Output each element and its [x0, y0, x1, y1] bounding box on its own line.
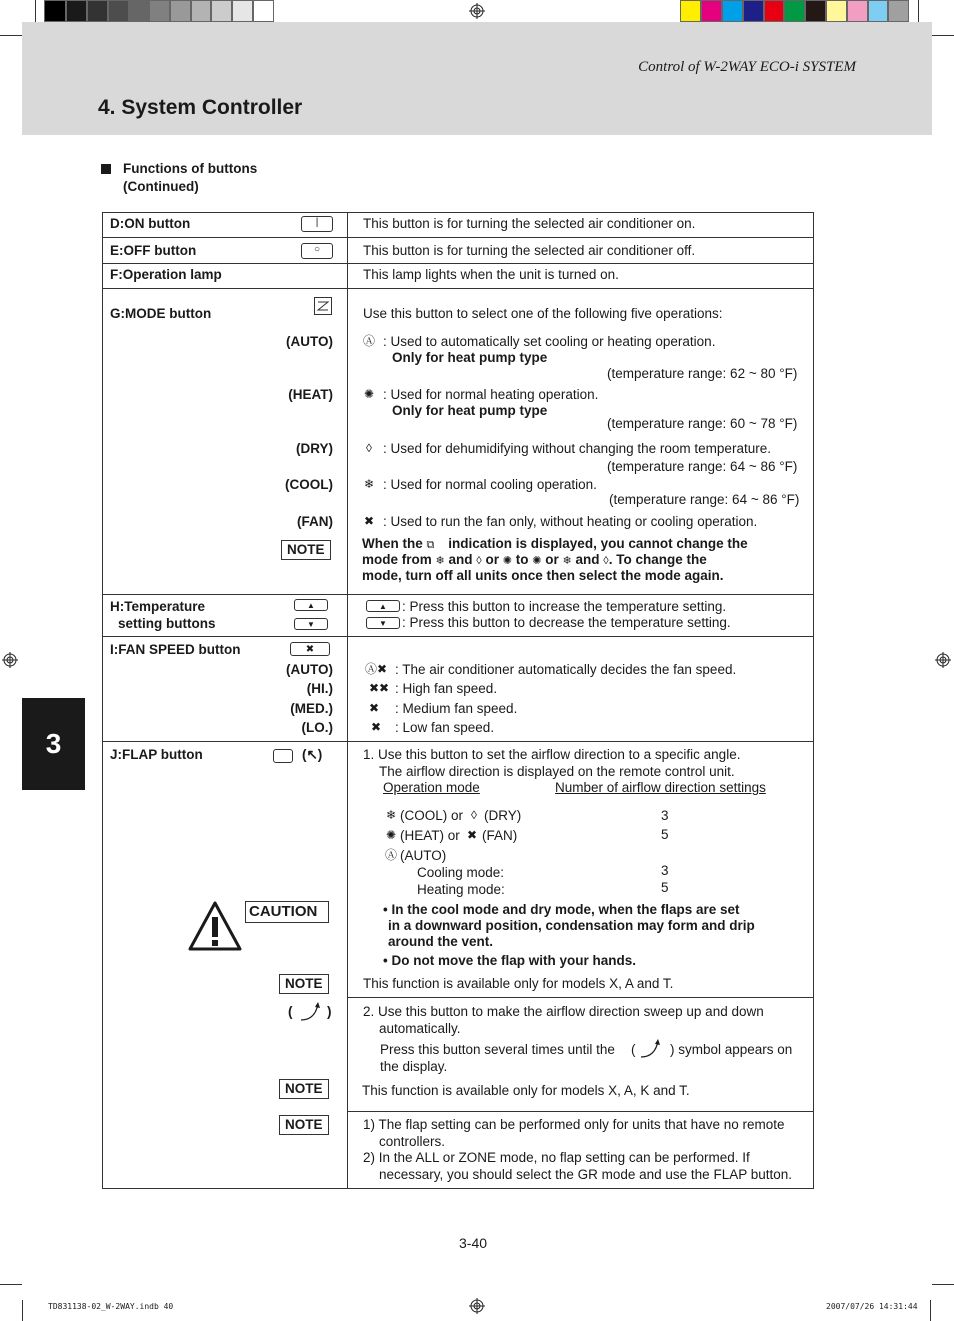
temp-down-icon: ▼	[294, 618, 328, 630]
flap-restriction-1b: controllers.	[379, 1134, 446, 1149]
caution-line-1: • In the cool mode and dry mode, when the flaps are set	[383, 902, 740, 917]
caution-line-3: around the vent.	[388, 934, 494, 949]
mode-button-label: G:MODE button	[110, 306, 212, 321]
flap-note-1-text: This function is available only for models X, A and T.	[363, 976, 674, 991]
flap-p1-line-2: The airflow direction is displayed on the remote control unit.	[379, 764, 735, 779]
on-button-description: This button is for turning the selected air conditioner on.	[363, 216, 696, 231]
temperature-label-1: H:Temperature	[110, 599, 206, 614]
mode-fan-description: : Used to run the fan only, without heating or cooling operation.	[383, 514, 758, 529]
warning-triangle-icon	[187, 900, 243, 952]
flap-swing-icon-close: )	[327, 1004, 332, 1019]
fan-med-label: (MED.)	[290, 701, 333, 716]
mode-intro-text: Use this button to select one of the following five operations:	[363, 306, 723, 321]
fan-hi-description: : High fan speed.	[395, 681, 498, 696]
fan-auto-label: (AUTO)	[286, 662, 333, 677]
flap-note-badge-1: NOTE	[279, 974, 329, 994]
airflow-row-cooling: Cooling mode:	[417, 865, 505, 880]
fan-low-icon: ✖	[371, 720, 382, 734]
off-button-icon: ○	[301, 243, 333, 259]
on-button-label: D:ON button	[110, 216, 191, 231]
swing-arrow-icon	[638, 1037, 662, 1061]
flap-p2-line-3b: ) symbol appears on	[670, 1042, 793, 1057]
mode-note-line-3: mode, turn off all units once then select the mode again.	[362, 568, 724, 583]
airflow-row-auto: (AUTO)	[400, 848, 447, 863]
temp-up-icon: ▲	[294, 599, 328, 611]
heat-mode-icon: ✺	[502, 555, 512, 567]
mode-note-badge: NOTE	[281, 540, 331, 560]
mode-note-line-1: When the ⧉ indication is displayed, you cannot change the	[362, 536, 748, 551]
auto-mode-icon: Ⓐ	[363, 334, 376, 348]
flap-swing-inline-open: (	[631, 1042, 636, 1057]
fan-lo-label: (LO.)	[301, 720, 333, 735]
caution-badge: CAUTION	[245, 901, 329, 923]
airflow-row-heat: (HEAT) or	[400, 828, 460, 843]
mode-dry-description: : Used for dehumidifying without changing the room temperature.	[383, 441, 771, 456]
cool-mode-icon: ❄	[435, 555, 445, 567]
cool-mode-icon: ❄	[364, 477, 375, 491]
flap-p2-line-2: automatically.	[379, 1021, 461, 1036]
registration-mark-icon	[2, 652, 18, 668]
temp-down-description: : Press this button to decrease the temperature setting.	[402, 615, 731, 630]
fan-auto-icon: Ⓐ✖	[365, 662, 388, 676]
airflow-value-heating: 5	[661, 880, 669, 895]
flap-note-badge-2: NOTE	[279, 1079, 329, 1099]
mode-heat-heat-pump-note: Only for heat pump type	[392, 403, 548, 418]
intro-heading: Functions of buttons	[123, 161, 258, 176]
intro-subheading: (Continued)	[123, 179, 199, 194]
flap-p1-line-1: 1. Use this button to set the airflow direction to a specific angle.	[363, 747, 741, 762]
dry-mode-icon: ◊	[471, 808, 477, 822]
off-button-description: This button is for turning the selected air conditioner off.	[363, 243, 696, 258]
caution-line-4: • Do not move the flap with your hands.	[383, 953, 636, 968]
mode-cool-description: : Used for normal cooling operation.	[383, 477, 597, 492]
flap-restriction-1: 1) The flap setting can be performed only for units that have no remote	[363, 1117, 785, 1132]
flap-p2-line-4: the display.	[380, 1059, 448, 1074]
mode-heat-range: (temperature range: 60 ~ 78 °F)	[607, 416, 798, 431]
dry-mode-icon: ◊	[366, 441, 372, 455]
flap-button-label: J:FLAP button	[110, 747, 203, 762]
mode-auto-heat-pump-note: Only for heat pump type	[392, 350, 548, 365]
cool-mode-icon: ❄	[562, 555, 572, 567]
mode-note-line-2: mode from ❄ and ◊ or ✺ to ✺ or ❄ and ◊. To change the	[362, 552, 707, 567]
flap-angle-icon: (↖)	[302, 747, 323, 762]
airflow-row-heating: Heating mode:	[417, 882, 505, 897]
mode-cool-label: (COOL)	[285, 477, 333, 492]
flap-button-icon	[273, 749, 293, 763]
temp-up-description: : Press this button to increase the temperature setting.	[402, 599, 727, 614]
mode-heat-label: (HEAT)	[288, 387, 333, 402]
heat-mode-icon: ✺	[386, 828, 397, 842]
flap-p2-line-1: 2. Use this button to make the airflow direction sweep up and down	[363, 1004, 764, 1019]
auto-mode-icon: Ⓐ	[385, 848, 398, 862]
fan-high-icon: ✖✖	[369, 681, 390, 695]
airflow-table-header-mode: Operation mode	[383, 780, 480, 795]
fan-med-description: : Medium fan speed.	[395, 701, 518, 716]
fan-lo-description: : Low fan speed.	[395, 720, 495, 735]
flap-note-2-text: This function is available only for models X, A, K and T.	[362, 1083, 690, 1098]
flap-swing-icon: (	[288, 1004, 293, 1019]
running-title: Control of W-2WAY ECO-i SYSTEM	[638, 59, 856, 75]
registration-mark-icon	[935, 652, 951, 668]
airflow-row-fan: (FAN)	[482, 828, 518, 843]
airflow-value-cooling: 3	[661, 863, 669, 878]
fan-auto-description: : The air conditioner automatically decides the fan speed.	[395, 662, 737, 677]
temp-up-icon: ▲	[366, 600, 400, 612]
bullet-square-icon	[101, 164, 111, 174]
airflow-value-cool-dry: 3	[661, 808, 669, 823]
section-title: 4. System Controller	[98, 96, 303, 119]
mode-fan-label: (FAN)	[297, 514, 333, 529]
dry-mode-icon: ◊	[476, 555, 482, 567]
airflow-row-cool: (COOL) or	[400, 808, 464, 823]
centralized-icon: ⧉	[426, 539, 435, 551]
fan-speed-button-icon: ✖	[290, 642, 330, 656]
chapter-tab: 3	[22, 698, 85, 790]
mode-dry-label: (DRY)	[296, 441, 333, 456]
fan-hi-label: (HI.)	[306, 681, 333, 696]
fan-medium-icon: ✖	[369, 701, 380, 715]
registration-mark-icon	[469, 1298, 485, 1314]
mode-button-icon	[314, 297, 332, 315]
swing-arrow-icon	[298, 1000, 322, 1024]
mode-cool-range: (temperature range: 64 ~ 86 °F)	[609, 492, 800, 507]
caution-line-2: in a downward position, condensation may form and drip	[388, 918, 755, 933]
registration-mark-icon	[469, 3, 485, 19]
operation-lamp-description: This lamp lights when the unit is turned on.	[363, 267, 619, 282]
mode-dry-range: (temperature range: 64 ~ 86 °F)	[607, 459, 798, 474]
fan-mode-icon: ✖	[364, 514, 375, 528]
flap-note-badge-3: NOTE	[279, 1115, 329, 1135]
off-button-label: E:OFF button	[110, 243, 197, 258]
dry-mode-icon: ◊	[603, 555, 609, 567]
fan-mode-icon: ✖	[467, 828, 478, 842]
flap-p2-line-3a: Press this button several times until the	[380, 1042, 615, 1057]
mode-auto-description: : Used to automatically set cooling or heating operation.	[383, 334, 716, 349]
mode-auto-range: (temperature range: 62 ~ 80 °F)	[607, 366, 798, 381]
airflow-table-header-count: Number of airflow direction settings	[555, 780, 766, 795]
flap-restriction-2: 2) In the ALL or ZONE mode, no flap setting can be performed. If	[363, 1150, 750, 1165]
page-number: 3-40	[459, 1235, 488, 1251]
on-button-icon: |	[301, 216, 333, 232]
operation-lamp-label: F:Operation lamp	[110, 267, 222, 282]
heat-mode-icon: ✺	[532, 555, 542, 567]
cool-mode-icon: ❄	[386, 808, 397, 822]
mode-heat-description: : Used for normal heating operation.	[383, 387, 599, 402]
footer-timestamp: 2007/07/26 14:31:44	[826, 1302, 918, 1311]
airflow-row-dry: (DRY)	[484, 808, 522, 823]
airflow-value-heat-fan: 5	[661, 827, 669, 842]
heat-mode-icon: ✺	[364, 387, 375, 401]
footer-file-name: TD831138-02_W-2WAY.indb 40	[48, 1302, 174, 1311]
mode-auto-label: (AUTO)	[286, 334, 333, 349]
temperature-label-2: setting buttons	[118, 616, 216, 631]
temp-down-icon: ▼	[366, 617, 400, 629]
flap-restriction-2b: necessary, you should select the GR mode and use the FLAP button.	[379, 1167, 792, 1182]
fan-speed-button-label: I:FAN SPEED button	[110, 642, 241, 657]
